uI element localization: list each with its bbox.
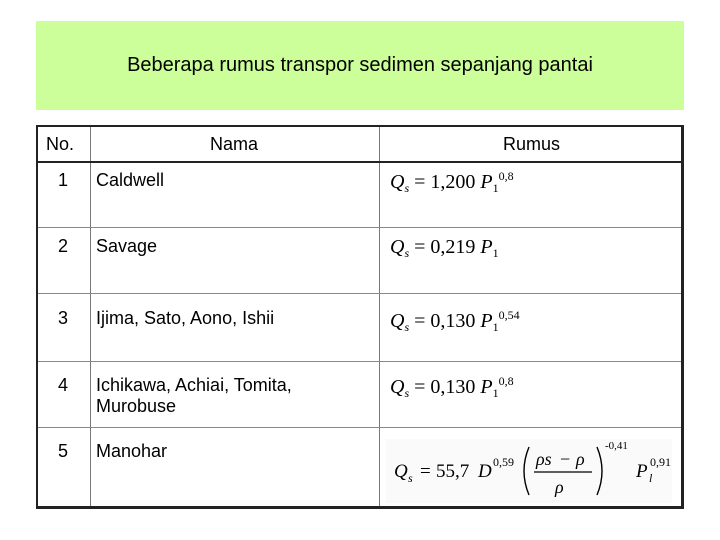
column-divider <box>379 127 380 506</box>
row-number: 4 <box>58 375 69 395</box>
row-divider <box>38 227 681 228</box>
header-no: No. <box>46 134 75 154</box>
row-name: Ijima, Sato, Aono, Ishii <box>96 308 275 328</box>
formula-ichikawa: $Q_s = 0,130$ $P_1^{0,8}$ <box>390 374 514 400</box>
row-number: 3 <box>58 308 69 328</box>
row-divider <box>38 361 681 362</box>
formula-ijima: $Q_s = 0,130$ $P_1^{0,54}$ <box>390 308 520 334</box>
row-name: Savage <box>96 236 158 256</box>
formula-rho-bottom: ρ <box>555 477 564 497</box>
row-name: Manohar <box>96 441 168 461</box>
row-name: Caldwell <box>96 170 165 190</box>
title-banner <box>36 21 684 110</box>
formula-l: l <box>649 471 653 485</box>
formula-exp-ratio: -0,41 <box>605 440 628 452</box>
row-divider <box>38 427 681 428</box>
formula-d: D <box>478 461 492 482</box>
formula-table <box>36 125 684 509</box>
row-number: 5 <box>58 441 69 461</box>
column-divider <box>90 127 91 506</box>
row-divider <box>38 293 681 294</box>
formula-caldwell: $Q_s = 1,200$ $P_1^{0,8}$ <box>390 169 514 195</box>
formula-eq: = <box>420 461 431 482</box>
row-number: 2 <box>58 236 69 256</box>
formula-exp-d: 0,59 <box>493 455 514 469</box>
header-divider <box>38 161 681 163</box>
formula-exp-p: 0,91 <box>650 455 671 469</box>
formula-minus: − <box>560 449 571 469</box>
page-title: Beberapa rumus transpor sedimen sepanjang pantai <box>127 54 593 76</box>
formula-coef: 55,7 <box>436 461 470 482</box>
formula-s: s <box>408 471 413 485</box>
row-number: 1 <box>58 170 69 190</box>
formula-manohar <box>386 435 676 505</box>
formula-rho-top: ρ <box>576 449 585 469</box>
row-name: Ichikawa, Achiai, Tomita, Murobuse <box>96 375 292 416</box>
header-name: Nama <box>210 134 259 154</box>
formula-savage: $Q_s = 0,219$ $P_1$ <box>390 236 499 260</box>
formula-p: P <box>636 461 648 482</box>
formula-rho-s: ρs <box>536 449 552 469</box>
formula-q: Q <box>394 461 408 482</box>
header-formula: Rumus <box>503 134 561 154</box>
